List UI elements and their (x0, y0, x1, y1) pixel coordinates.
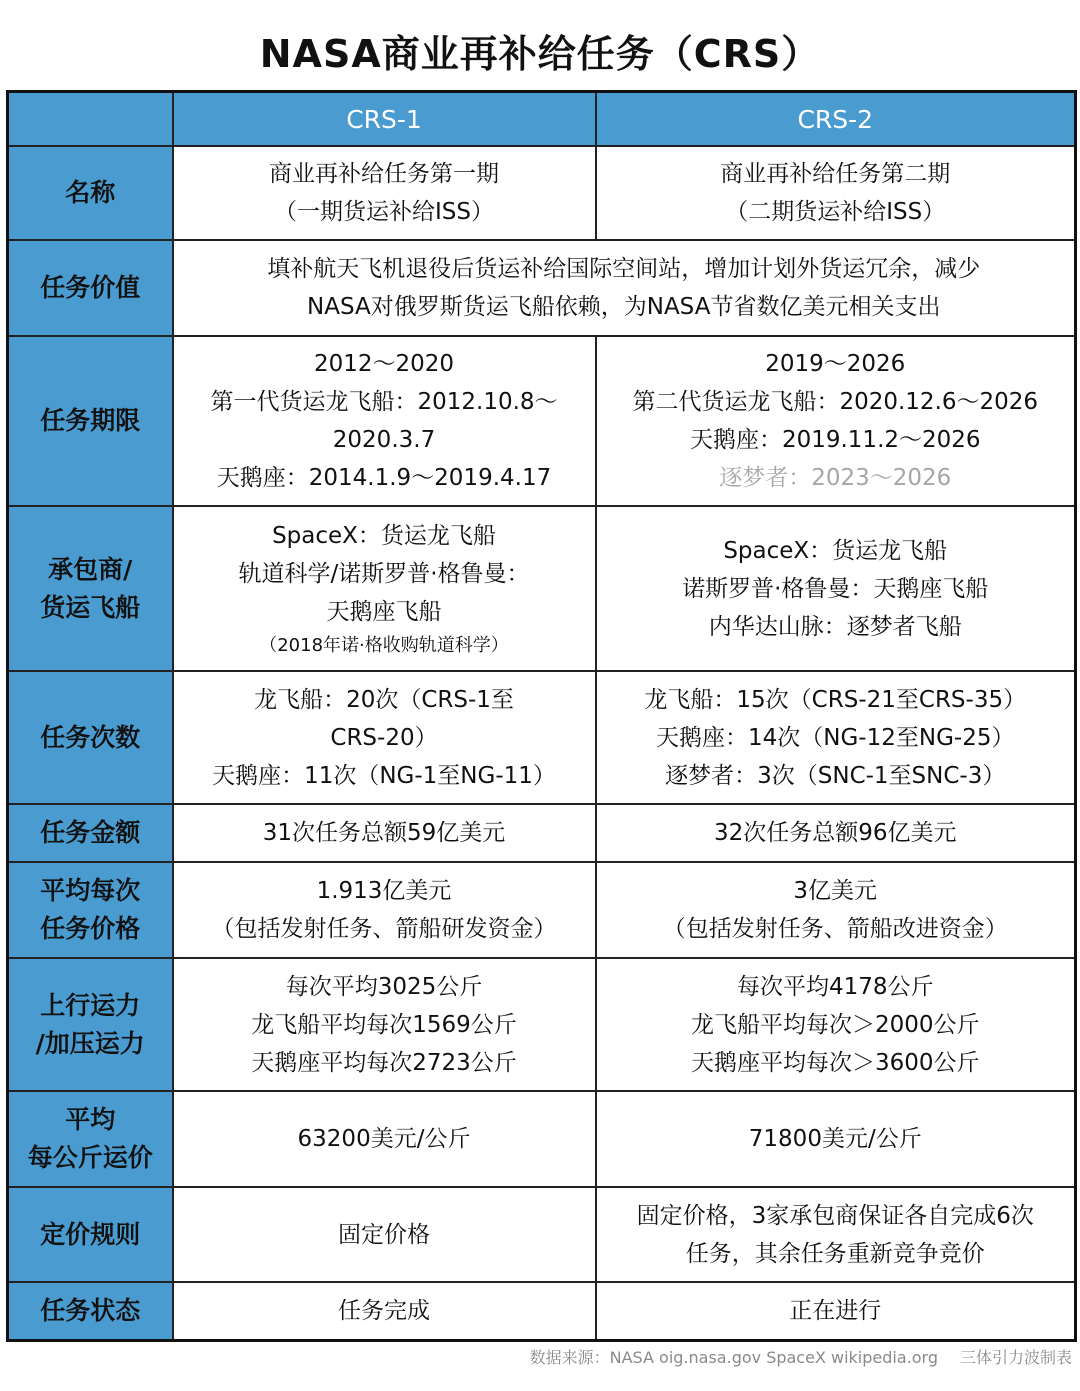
text-line: 龙飞船：15次（CRS-21至CRS-35） (644, 686, 1027, 713)
text-line: 天鹅座：2019.11.2～2026 (689, 427, 981, 453)
cell-per-kg-crs1: 63200美元/公斤 (173, 1091, 596, 1187)
text-line: SpaceX：货运龙飞船 (272, 522, 496, 549)
text-line: 龙飞船平均每次＞2000公斤 (690, 1011, 980, 1038)
text-line: 每次平均4178公斤 (736, 973, 934, 1000)
row-label-period: 任务期限 (8, 336, 173, 506)
text-line: 第二代货运龙飞船：2020.12.6～2026 (632, 389, 1039, 415)
text-line: 诺斯罗普·格鲁曼：天鹅座飞船 (682, 575, 989, 602)
row-label-name: 名称 (8, 146, 173, 240)
cell-count-crs2 (596, 671, 1076, 804)
row-label-avg-price (8, 862, 173, 958)
cell-avg-price-crs2 (596, 862, 1076, 958)
cell-pricing-crs1: 固定价格 (173, 1187, 596, 1282)
cell-pricing-crs2 (596, 1187, 1076, 1282)
cell-avg-price-crs1 (173, 862, 596, 958)
text-line: 任务，其余任务重新竞争竞价 (685, 1240, 985, 1267)
label-line: 任务价格 (40, 914, 141, 943)
text-line: 2020.3.7 (332, 427, 436, 453)
text-line: 天鹅座：14次（NG-12至NG-25） (656, 724, 1015, 751)
text-line: 每次平均3025公斤 (285, 973, 483, 1000)
row-label-capacity (8, 958, 173, 1091)
cell-contractor-crs1 (173, 506, 596, 671)
cell-period-crs2 (596, 336, 1076, 506)
column-header-crs2: CRS-2 (596, 92, 1076, 147)
cell-period-crs1 (173, 336, 596, 506)
row-status (8, 1282, 1076, 1340)
row-value (8, 240, 1076, 336)
text-line: 商业再补给任务第一期 (269, 161, 499, 187)
cell-per-kg-crs2: 71800美元/公斤 (596, 1091, 1076, 1187)
row-label-count: 任务次数 (8, 671, 173, 804)
label-line: 每公斤运价 (27, 1143, 153, 1172)
text-line: CRS-20） (330, 724, 438, 751)
row-label-value: 任务价值 (8, 240, 173, 336)
text-line: 轨道科学/诺斯罗普·格鲁曼： (238, 560, 530, 587)
cell-count-crs1 (173, 671, 596, 804)
row-name (8, 146, 1076, 240)
corner-cell (8, 92, 173, 147)
text-line: （二期货运补给ISS） (725, 199, 946, 225)
text-line: 1.913亿美元 (316, 878, 452, 904)
page-title: NASA商业再补给任务（CRS） (259, 32, 821, 76)
cell-capacity-crs2 (596, 958, 1076, 1091)
row-avg-price (8, 862, 1076, 958)
cell-name-crs2 (596, 146, 1076, 240)
cell-status-crs2: 正在进行 (596, 1282, 1076, 1340)
row-contractor (8, 506, 1076, 671)
text-line: 逐梦者：3次（SNC-1至SNC-3） (665, 762, 1006, 789)
column-header-crs1: CRS-1 (173, 92, 596, 147)
label-line: 平均每次 (40, 876, 141, 905)
row-period (8, 336, 1076, 506)
row-amount (8, 804, 1076, 862)
text-line: （包括发射任务、箭船改进资金） (662, 916, 1008, 942)
text-line: 固定价格，3家承包商保证各自完成6次 (636, 1202, 1034, 1229)
cell-value-merged (173, 240, 1076, 336)
text-line: 龙飞船：20次（CRS-1至 (254, 686, 514, 713)
label-line: 上行运力 (40, 990, 141, 1020)
text-line: （一期货运补给ISS） (274, 199, 494, 225)
header-row (8, 92, 1076, 147)
text-line: 2019～2026 (765, 351, 906, 377)
text-line: 天鹅座：2014.1.9～2019.4.17 (216, 465, 552, 491)
data-source: 数据来源：NASA oig.nasa.gov SpaceX wikipedia.org (529, 1348, 938, 1367)
text-line: NASA对俄罗斯货运飞船依赖，为NASA节省数亿美元相关支出 (307, 294, 941, 320)
text-line: 3亿美元 (793, 878, 878, 904)
text-line: 内华达山脉：逐梦者飞船 (708, 613, 962, 640)
footer (530, 1346, 1072, 1370)
row-per-kg (8, 1091, 1076, 1187)
future-dreamchaser-line: 逐梦者：2023～2026 (719, 465, 952, 491)
text-line: 天鹅座平均每次＞3600公斤 (690, 1049, 980, 1076)
cell-capacity-crs1 (173, 958, 596, 1091)
row-label-per-kg (8, 1091, 173, 1187)
label-line: 平均 (65, 1105, 116, 1134)
text-line: 2012～2020 (313, 351, 455, 377)
row-count (8, 671, 1076, 804)
text-line: 天鹅座平均每次2723公斤 (251, 1049, 517, 1076)
text-line: 填补航天飞机退役后货运补给国际空间站，增加计划外货运冗余，减少 (267, 256, 981, 282)
row-label-pricing: 定价规则 (8, 1187, 173, 1282)
row-capacity (8, 958, 1076, 1091)
text-line: SpaceX：货运龙飞船 (723, 537, 948, 564)
crs-comparison-table (6, 90, 1077, 1342)
row-label-status: 任务状态 (8, 1282, 173, 1340)
cell-amount-crs1: 31次任务总额59亿美元 (173, 804, 596, 862)
cell-amount-crs2: 32次任务总额96亿美元 (596, 804, 1076, 862)
text-line: （包括发射任务、箭船研发资金） (211, 916, 557, 942)
label-line: 货运飞船 (40, 592, 141, 622)
label-line: /加压运力 (35, 1028, 145, 1058)
row-pricing (8, 1187, 1076, 1282)
text-line: 第一代货运龙飞船：2012.10.8～ (210, 389, 558, 415)
text-line: 天鹅座：11次（NG-1至NG-11） (212, 762, 556, 789)
text-line: 龙飞船平均每次1569公斤 (251, 1011, 517, 1038)
cell-name-crs1 (173, 146, 596, 240)
text-line: 天鹅座飞船 (326, 598, 442, 625)
author-credit: 三体引力波制表 (959, 1348, 1072, 1367)
label-line: 承包商/ (48, 554, 133, 584)
cell-contractor-crs2 (596, 506, 1076, 671)
row-label-amount: 任务金额 (8, 804, 173, 862)
row-label-contractor (8, 506, 173, 671)
text-line: 商业再补给任务第二期 (720, 161, 951, 187)
cell-status-crs1: 任务完成 (173, 1282, 596, 1340)
acquisition-note: （2018年诺·格收购轨道科学） (259, 634, 509, 656)
